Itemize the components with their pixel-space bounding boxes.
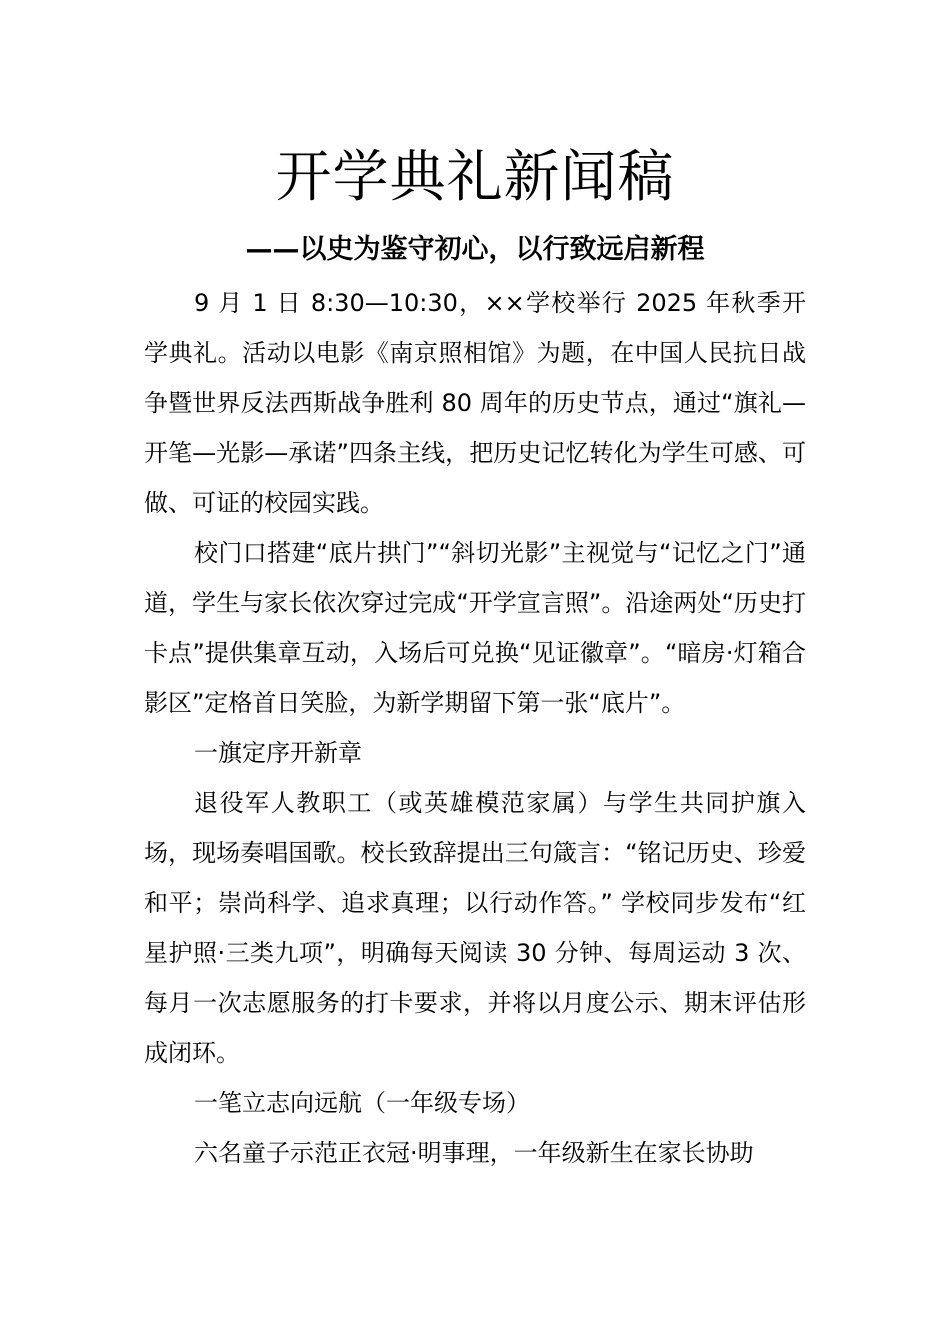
document-body	[144, 278, 806, 1178]
paragraph-intro: 9 月 1 日 8:30—10:30，××学校举行 2025 年秋季开学典礼。活动以电影《南京照相馆》为题，在中国人民抗日战争暨世界反法西斯战争胜利 80 周年的历史节点，通过“旗礼—开笔—光影—承诺”四条主线，把历史记忆转化为学生可感、可做、可证的校园实践。	[144, 289, 806, 517]
document-subtitle: ——以史为鉴守初心，以行致远启新程	[245, 234, 705, 265]
section-heading-flag: 一旗定序开新章	[194, 739, 362, 767]
section-heading-writing: 一笔立志向远航（一年级专场）	[194, 1089, 530, 1117]
paragraph-flag: 退役军人教职工（或英雄模范家属）与学生共同护旗入场，现场奏唱国歌。校长致辞提出三句箴言：“铭记历史、珍爱和平；崇尚科学、追求真理；以行动作答。” 学校同步发布“红星护照·三类九项”，明确每天阅读 30 分钟、每周运动 3 次、每月一次志愿服务的打卡要求，并将以月度公示、期末评估形成闭环。	[144, 789, 806, 1067]
paragraph-writing: 六名童子示范正衣冠·明事理，一年级新生在家长协助	[194, 1139, 754, 1167]
document-title: 开学典礼新闻稿	[275, 145, 675, 210]
paragraph-entrance: 校门口搭建“底片拱门”“斜切光影”主视觉与“记忆之门”通道，学生与家长依次穿过完成“开学宣言照”。沿途两处“历史打卡点”提供集章互动，入场后可兑换“见证徽章”。“暗房·灯箱合影区”定格首日笑脸，为新学期留下第一张“底片”。	[144, 539, 806, 717]
